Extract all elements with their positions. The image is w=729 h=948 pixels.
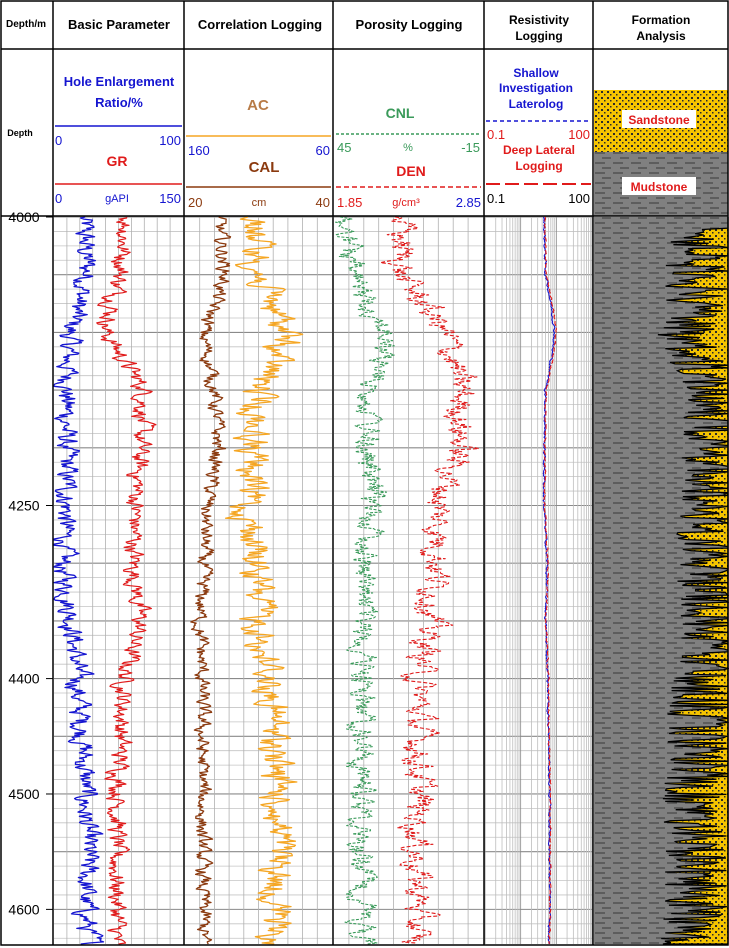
deep-scale-max: 100 bbox=[568, 191, 590, 206]
formation-analysis-title-1: Formation bbox=[631, 13, 691, 27]
cnl-scale-max: -15 bbox=[461, 140, 480, 155]
sandstone-label: Sandstone bbox=[628, 113, 690, 127]
correlation-logging-title: Correlation Logging bbox=[197, 17, 323, 32]
formation-analysis-title-2: Analysis bbox=[636, 29, 686, 43]
deep-scale-min: 0.1 bbox=[487, 191, 506, 206]
depth-tick-label: 4600 bbox=[8, 901, 40, 918]
gr-unit: gAPI bbox=[105, 193, 129, 205]
mudstone-label: Mudstone bbox=[630, 180, 688, 194]
depth-tick-label: 4400 bbox=[8, 670, 40, 687]
ac-scale-min: 160 bbox=[188, 143, 210, 158]
resistivity-logging-title-1: Resistivity bbox=[508, 13, 570, 27]
shallow-label-2: Investigation bbox=[498, 81, 574, 95]
depth-tick-label: 4500 bbox=[8, 785, 40, 802]
cal-unit: cm bbox=[251, 197, 267, 209]
shallow-label-3: Laterolog bbox=[508, 97, 564, 111]
deep-label-2: Logging bbox=[515, 159, 563, 173]
gr-scale-min: 0 bbox=[55, 191, 63, 206]
resistivity-logging-title-2: Logging bbox=[515, 29, 563, 43]
depth-col-title: Depth/m bbox=[6, 19, 46, 30]
cnl-label: CNL bbox=[385, 105, 415, 121]
cnl-unit: % bbox=[403, 142, 413, 154]
deep-label-1: Deep Lateral bbox=[502, 143, 576, 157]
cnl-scale-min: 45 bbox=[337, 140, 352, 155]
ac-scale-max: 60 bbox=[315, 143, 330, 158]
cal-label: CAL bbox=[248, 159, 280, 176]
den-scale-min: 1.85 bbox=[337, 195, 363, 210]
den-label: DEN bbox=[396, 163, 426, 179]
formation-legend bbox=[594, 90, 728, 216]
cal-scale-min: 20 bbox=[188, 195, 203, 210]
shallow-label-1: Shallow bbox=[513, 66, 559, 80]
den-unit: g/cm³ bbox=[392, 197, 420, 209]
gr-label: GR bbox=[106, 153, 128, 169]
depth-tick-label: 4000 bbox=[8, 209, 40, 225]
den-scale-max: 2.85 bbox=[455, 195, 481, 210]
cal-scale-max: 40 bbox=[315, 195, 330, 210]
shallow-scale-max: 100 bbox=[568, 127, 590, 142]
porosity-logging-title: Porosity Logging bbox=[355, 17, 463, 32]
hole-scale-min: 0 bbox=[55, 133, 63, 148]
hole-label-2: Ratio/% bbox=[95, 95, 143, 110]
hole-label-1: Hole Enlargement bbox=[63, 74, 175, 89]
gr-scale-max: 150 bbox=[159, 191, 181, 206]
ac-label: AC bbox=[247, 97, 269, 114]
depth-sub-title: Depth bbox=[7, 128, 33, 138]
hole-scale-max: 100 bbox=[159, 133, 181, 148]
formation-column bbox=[594, 217, 728, 944]
shallow-scale-min: 0.1 bbox=[487, 127, 506, 142]
basic-parameter-title: Basic Parameter bbox=[68, 17, 170, 32]
depth-tick-label: 4250 bbox=[8, 497, 40, 514]
